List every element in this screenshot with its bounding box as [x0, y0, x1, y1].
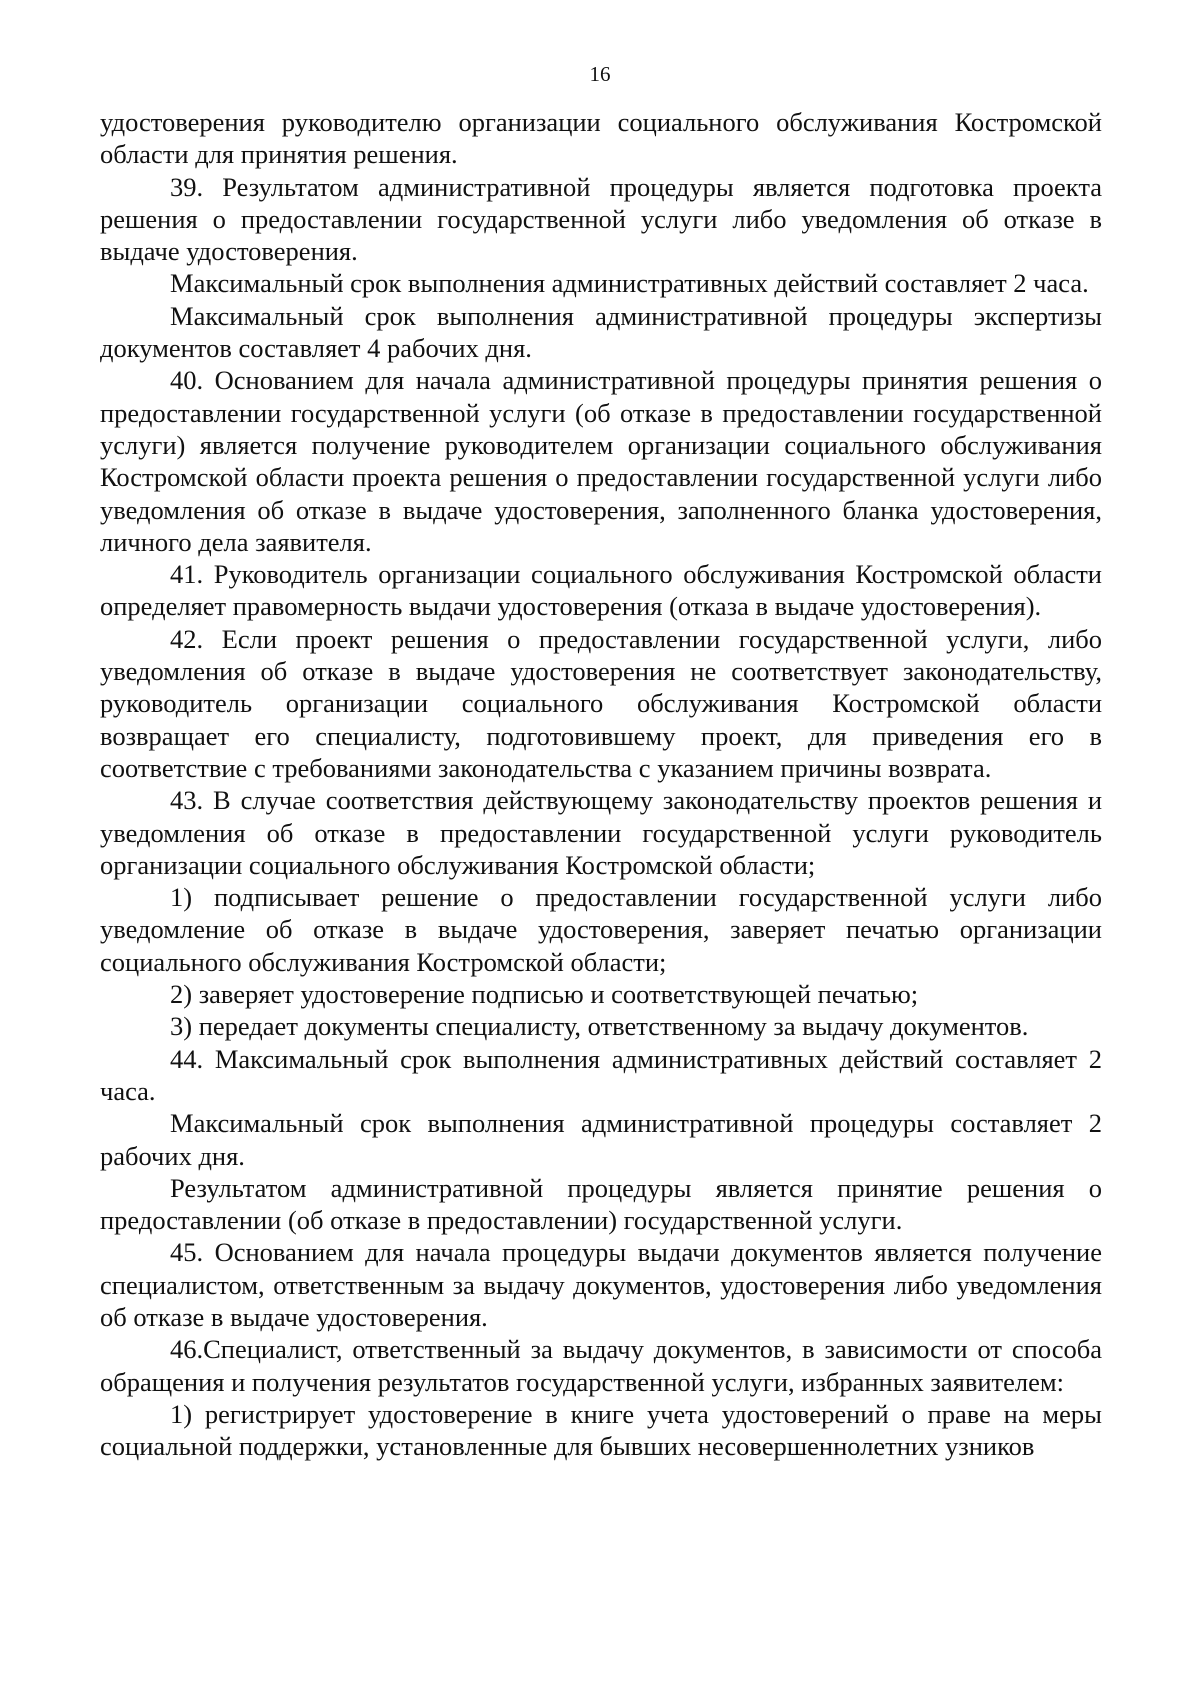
paragraph-43: 43. В случае соответствия действующему законодательству проектов решения и уведомления об отказе в предоставлении государственной услуги руководитель организации социального обслуживания Костромской области; — [100, 785, 1102, 880]
paragraph-42: 42. Если проект решения о предоставлении государственной услуги, либо уведомления об отказе в выдаче удостоверения не соответствует законодательству, руководитель организации социального обслуживания Костромской области возвращает его специалисту, подготовившему проект, для приведения его в соответствие с требованиями законодательства с указанием причины возврата. — [100, 623, 1102, 783]
paragraph-44-max-term-procedure: Максимальный срок выполнения административной процедуры составляет 2 рабочих дня. — [100, 1108, 1102, 1171]
paragraph-46-item-1: 1) регистрирует удостоверение в книге учета удостоверений о праве на меры социальной поддержки, установленные для бывших несовершеннолетних узников — [100, 1398, 1102, 1462]
paragraph-39: 39. Результатом административной процедуры является подготовка проекта решения о предоставлении государственной услуги либо уведомления об отказе в выдаче удостоверения. — [100, 171, 1102, 267]
paragraph-46: 46.Специалист, ответственный за выдачу документов, в зависимости от способа обращения и получения результатов государственной услуги, избранных заявителем: — [100, 1334, 1102, 1397]
paragraph-41: 41. Руководитель организации социального обслуживания Костромской области определяет правомерность выдачи удостоверения (отказа в выдаче удостоверения). — [100, 559, 1102, 622]
document-body — [100, 106, 1102, 1462]
paragraph-39-max-term-actions: Максимальный срок выполнения административных действий составляет 2 часа. — [170, 268, 1089, 299]
paragraph-43-item-1: 1) подписывает решение о предоставлении государственной услуги либо уведомление об отказе в выдаче удостоверения, заверяет печатью организации социального обслуживания Костромской области; — [100, 882, 1102, 977]
paragraph-43-item-3: 3) передает документы специалисту, ответственному за выдачу документов. — [170, 1011, 1029, 1042]
paragraph-continuation: удостоверения руководителю организации социального обслуживания Костромской области для принятия решения. — [100, 107, 1102, 170]
paragraph-43-item-2: 2) заверяет удостоверение подписью и соответствующей печатью; — [170, 979, 919, 1010]
paragraph-39-max-term-procedure: Максимальный срок выполнения административной процедуры экспертизы документов составляет 4 рабочих дня. — [100, 300, 1102, 364]
paragraph-44-result: Результатом административной процедуры является принятие решения о предоставлении (об отказе в предоставлении) государственной услуги. — [100, 1172, 1102, 1236]
page-number: 16 — [589, 62, 611, 86]
paragraph-40: 40. Основанием для начала административной процедуры принятия решения о предоставлении государственной услуги (об отказе в предоставлении государственной услуги) является получение руководителем организации социального обслуживания Костромской области проекта решения о предоставлении государственной услуги либо уведомления об отказе в выдаче удостоверения, заполненного бланка удостоверения, личного дела заявителя. — [100, 365, 1102, 557]
paragraph-45: 45. Основанием для начала процедуры выдачи документов является получение специалистом, ответственным за выдачу документов, удостоверения либо уведомления об отказе в выдаче удостоверения. — [100, 1237, 1102, 1332]
paragraph-44: 44. Максимальный срок выполнения административных действий составляет 2 часа. — [100, 1043, 1102, 1106]
